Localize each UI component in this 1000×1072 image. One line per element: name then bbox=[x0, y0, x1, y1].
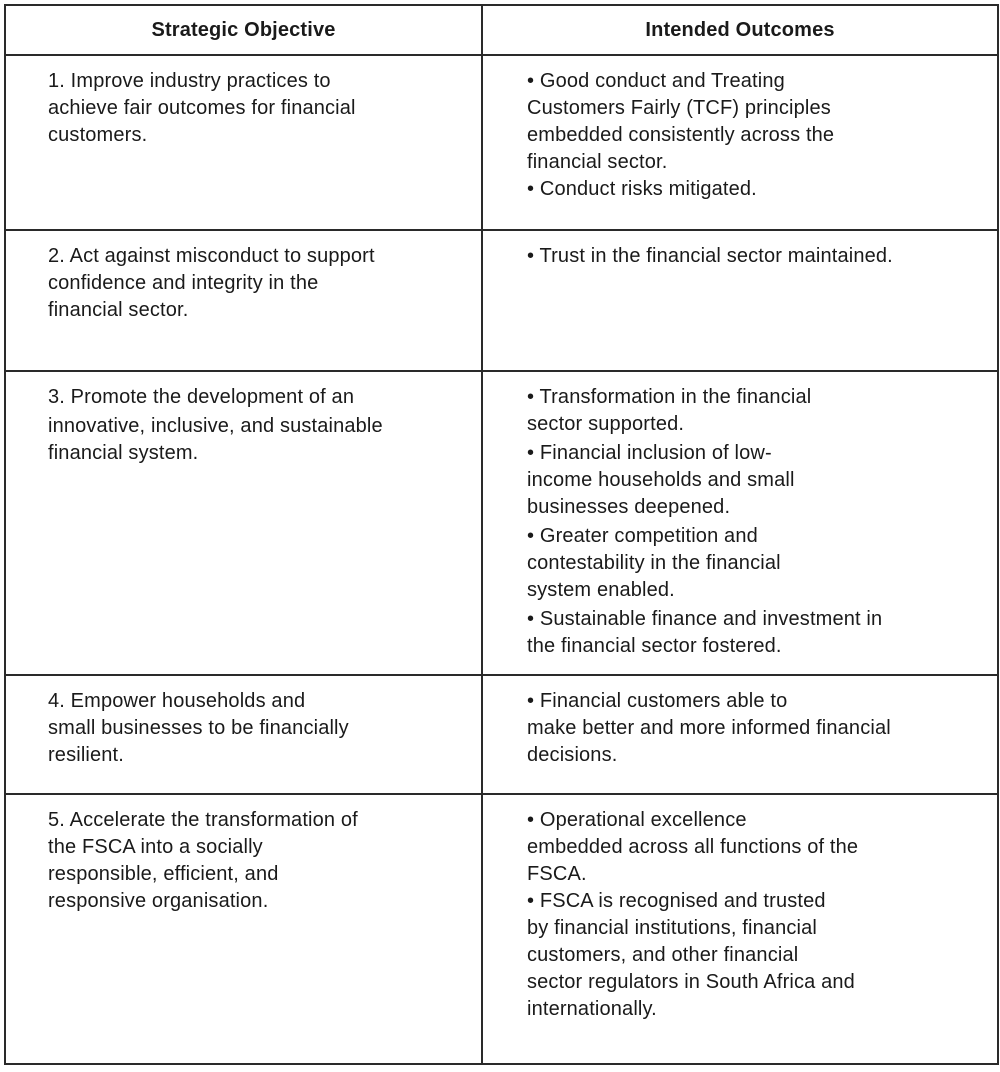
table-row bbox=[5, 230, 998, 371]
outcome-line: income households and small bbox=[527, 469, 795, 491]
outcome-line: system enabled. bbox=[527, 579, 675, 601]
objective-cell bbox=[5, 55, 482, 230]
outcomes-cell bbox=[482, 371, 998, 675]
outcome-line: • Greater competition and bbox=[527, 525, 758, 547]
objective-line: small businesses to be financially bbox=[48, 717, 349, 739]
outcome-line: • Good conduct and Treating bbox=[527, 70, 785, 92]
outcomes-cell bbox=[482, 675, 998, 794]
header-intended-outcomes: Intended Outcomes bbox=[482, 5, 998, 55]
outcome-line: financial sector. bbox=[527, 151, 668, 173]
outcome-line: • Transformation in the financial bbox=[527, 386, 812, 408]
outcome-line: businesses deepened. bbox=[527, 496, 731, 518]
table-row bbox=[5, 794, 998, 1064]
objective-cell bbox=[5, 230, 482, 371]
header-strategic-objective: Strategic Objective bbox=[5, 5, 482, 55]
objective-line: 4. Empower households and bbox=[48, 690, 306, 712]
objective-cell bbox=[5, 371, 482, 675]
outcomes-cell bbox=[482, 794, 998, 1064]
outcome-line: embedded consistently across the bbox=[527, 124, 835, 146]
objective-line: responsive organisation. bbox=[48, 890, 269, 912]
outcome-line: • Financial inclusion of low- bbox=[527, 442, 772, 464]
objective-line: financial sector. bbox=[48, 299, 189, 321]
objective-line: achieve fair outcomes for financial bbox=[48, 97, 356, 119]
objective-line: innovative, inclusive, and sustainable bbox=[48, 415, 383, 437]
table-row bbox=[5, 55, 998, 230]
objective-line: 1. Improve industry practices to bbox=[48, 70, 331, 92]
outcome-line: • Operational excellence bbox=[527, 809, 747, 831]
table-row bbox=[5, 675, 998, 794]
strategic-objectives-table bbox=[4, 4, 999, 1065]
objective-line: 5. Accelerate the transformation of bbox=[48, 809, 358, 831]
outcome-line: • Trust in the financial sector maintained. bbox=[527, 245, 893, 267]
outcome-line: make better and more informed financial bbox=[527, 717, 891, 739]
outcome-line: FSCA. bbox=[527, 863, 587, 885]
outcome-line: sector supported. bbox=[527, 413, 685, 435]
outcome-line: decisions. bbox=[527, 744, 618, 766]
objective-line: responsible, efficient, and bbox=[48, 863, 279, 885]
outcome-line: the financial sector fostered. bbox=[527, 635, 782, 657]
outcome-line: contestability in the financial bbox=[527, 552, 781, 574]
outcome-line: embedded across all functions of the bbox=[527, 836, 859, 858]
objective-line: 3. Promote the development of an bbox=[48, 386, 355, 408]
objective-line: customers. bbox=[48, 124, 148, 146]
outcome-line: • FSCA is recognised and trusted bbox=[527, 890, 826, 912]
objective-line: the FSCA into a socially bbox=[48, 836, 263, 858]
outcomes-cell bbox=[482, 230, 998, 371]
outcome-line: customers, and other financial bbox=[527, 944, 799, 966]
outcome-line: sector regulators in South Africa and bbox=[527, 971, 855, 993]
objective-cell bbox=[5, 675, 482, 794]
outcome-line: • Sustainable finance and investment in bbox=[527, 608, 883, 630]
objective-line: financial system. bbox=[48, 442, 199, 464]
outcome-line: • Conduct risks mitigated. bbox=[527, 178, 757, 200]
outcome-line: Customers Fairly (TCF) principles bbox=[527, 97, 831, 119]
outcome-line: internationally. bbox=[527, 998, 657, 1020]
objective-line: 2. Act against misconduct to support bbox=[48, 245, 375, 267]
table-header-row bbox=[5, 5, 998, 55]
table-row bbox=[5, 371, 998, 675]
outcome-line: by financial institutions, financial bbox=[527, 917, 817, 939]
outcome-line: • Financial customers able to bbox=[527, 690, 788, 712]
outcomes-cell bbox=[482, 55, 998, 230]
objective-line: confidence and integrity in the bbox=[48, 272, 319, 294]
objective-line: resilient. bbox=[48, 744, 124, 766]
objective-cell bbox=[5, 794, 482, 1064]
